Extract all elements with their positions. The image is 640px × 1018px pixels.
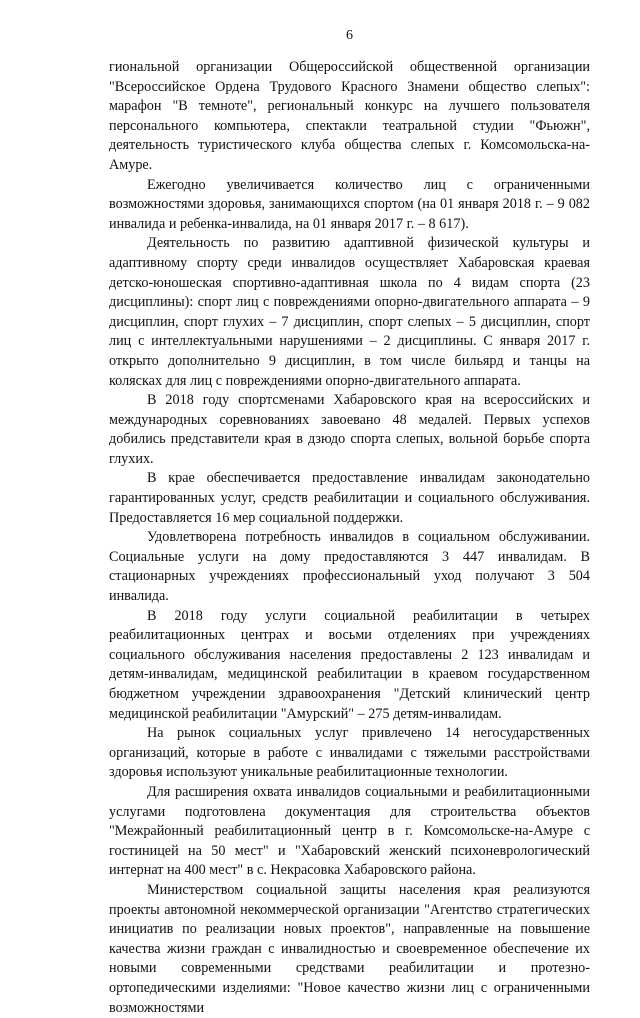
paragraph-3: Деятельность по развитию адаптивной физической культуры и адаптивному спорту среди инвалидов осуществляет Хабаровская краевая детско-юношеская спортивно-адаптивная школа по 4 видам спорта (23 дисциплины): спорт лиц с повреждениями опорно-двигательного аппарата – 9 дисциплин, спорт глухих – 7 дисциплин, спорт слепых – 5 дисциплин, спорт лиц с интеллектуальными нарушениями – 2 дисциплины. С января 2017 г. открыто дополнительно 9 дисциплин, в том числе бильярд и танцы на колясках для лиц с повреждениями опорно-двигательного аппарата.	[109, 235, 590, 389]
paragraph-6: Удовлетворена потребность инвалидов в социальном обслуживании. Социальные услуги на дому предоставляются 3 447 инвалидам. В стационарных учреждениях профессиональный уход получают 3 504 инвалида.	[109, 529, 590, 605]
paragraph-7: В 2018 году услуги социальной реабилитации в четырех реабилитационных центрах и восьми отделениях при учреждениях социального обслуживания населения предоставлены 2 123 инвалидам и детям-инвалидам, медицинской реабилитации в краевом государственном бюджетном учреждении здравоохранения "Детский клинический центр медицинской реабилитации "Амурский" – 275 детям-инвалидам.	[109, 607, 590, 722]
paragraph-9: Для расширения охвата инвалидов социальными и реабилитационными услугами подготовлена документация для строительства объектов "Межрайонный реабилитационный центр в г. Комсомольске-на-Амуре с гостиницей на 50 мест" и "Хабаровский женский психоневрологический интернат на 400 мест" в с. Некрасовка Хабаровского района.	[109, 783, 590, 879]
paragraph-4: В 2018 году спортсменами Хабаровского края на всероссийских и международных соревнованиях завоевано 48 медалей. Первых успехов добились представители края в дзюдо спорта слепых, вольной борьбе спорта глухих.	[109, 392, 590, 467]
paragraph-10: Министерством социальной защиты населения края реализуются проекты автономной некоммерческой организации "Агентство стратегических инициатив по реализации новых проектов", направленные на повышение качества жизни граждан с инвалидностью и своевременное обеспечение их новыми современными средствами реабилитации и протезно-ортопедическими изделиями: "Новое качество жизни лиц с ограниченными возможностями	[109, 881, 590, 1016]
paragraph-8: На рынок социальных услуг привлечено 14 негосударственных организаций, которые в работе с инвалидами с тяжелыми расстройствами здоровья используют уникальные реабилитационные технологии.	[109, 725, 590, 781]
paragraph-2: Ежегодно увеличивается количество лиц с ограниченными возможностями здоровья, занимающихся спортом (на 01 января 2018 г. – 9 082 инвалида и ребенка-инвалида, на 01 января 2017 г. – 8 617).	[109, 176, 590, 232]
page-number: 6	[346, 28, 353, 43]
paragraph-1: гиональной организации Общероссийской общественной организации "Всероссийское Ордена Трудового Красного Знамени общество слепых": марафон "В темноте", региональный конкурс на лучшего пользователя персонального компьютера, спектакли театральной студии "Фьюжн", деятельность туристического клуба общества слепых г. Комсомольска-на-Амуре.	[109, 59, 590, 173]
paragraph-5: В крае обеспечивается предоставление инвалидам законодательно гарантированных услуг, средств реабилитации и социального обслуживания. Предоставляется 16 мер социальной поддержки.	[109, 470, 590, 526]
